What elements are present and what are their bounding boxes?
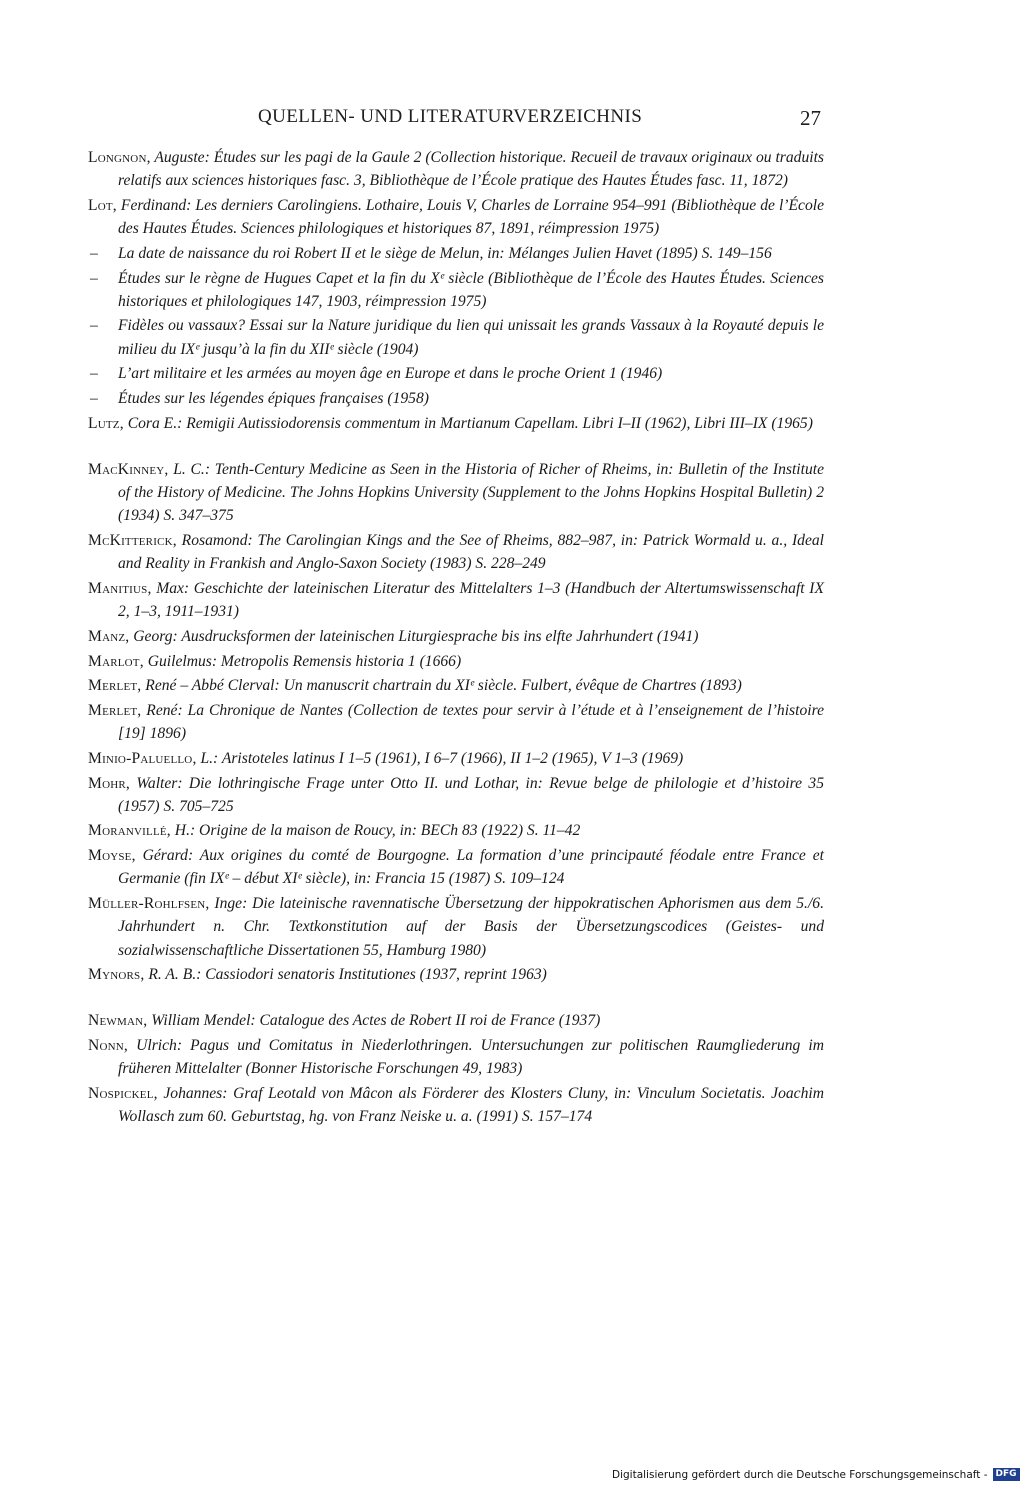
entry-author: Minio-Paluello, — [88, 749, 197, 767]
entry-text: Études sur le règne de Hugues Capet et la fin du Xᵉ siècle (Bibliothèque de l’École des Hautes Études. Sciences historiques et philologiques 147, 1903, réimpression 1975) — [118, 269, 824, 310]
bibliography-entry — [88, 529, 824, 575]
entry-text: Études sur les légendes épiques françaises (1958) — [118, 390, 429, 408]
entry-text: Ferdinand: Les derniers Carolingiens. Lothaire, Louis V, Charles de Lorraine 954–991 (Bibliothèque de l’École des Hautes Études. Sciences philologiques et historiques 87, 1891, réimpression 1975) — [116, 196, 824, 238]
entry-group — [88, 146, 824, 435]
entry-author: Müller-Rohlfsen, — [88, 895, 210, 913]
bibliography-entry — [88, 362, 824, 385]
entry-text: Gérard: Aux origines du comté de Bourgogne. La formation d’une principauté féodale entre France et Germanie (fin IXᵉ – début XIᵉ siècle), in: Francia 15 (1987) S. 109–124 — [118, 847, 824, 888]
entry-text: Guilelmus: Metropolis Remensis historia 1 (1666) — [143, 652, 462, 670]
entry-author: MacKinney, — [88, 460, 169, 478]
entry-dash: – — [90, 365, 98, 383]
entry-text: Cora E.: Remigii Autissiodorensis commentum in Martianum Capellam. Libri I–II (1962), Libri III–IX (1965) — [123, 414, 813, 432]
entry-text: L’art militaire et les armées au moyen âge en Europe et dans le proche Orient 1 (1946) — [118, 365, 663, 383]
entry-author: Moyse, — [88, 847, 136, 865]
bibliography-list — [88, 146, 824, 1130]
bibliography-entry — [88, 1082, 824, 1128]
entry-text: René – Abbé Clerval: Un manuscrit chartrain du XIᵉ siècle. Fulbert, évêque de Chartres (1893) — [141, 677, 742, 695]
bibliography-entry — [88, 194, 824, 240]
entry-author: Newman, — [88, 1012, 148, 1030]
bibliography-entry — [88, 892, 824, 962]
entry-text: Ulrich: Pagus und Comitatus in Niederlothringen. Untersuchungen zur politischen Raumgliederung im früheren Mittelalter (Bonner Historische Forschungen 49, 1983) — [118, 1037, 824, 1078]
page-number: 27 — [800, 106, 821, 130]
entry-author: McKitterick, — [88, 532, 177, 550]
entry-author: Moranvillé, — [88, 822, 171, 840]
entry-text: Georg: Ausdrucksformen der lateinischen Liturgiesprache bis ins elfte Jahrhundert (1941) — [129, 627, 699, 645]
bibliography-entry — [88, 1034, 824, 1080]
bibliography-entry — [88, 267, 824, 313]
entry-author: Lutz, — [88, 414, 124, 432]
entry-dash: – — [90, 317, 98, 335]
credit-text: Digitalisierung gefördert durch die Deutsche Forschungsgemeinschaft - — [612, 1468, 988, 1481]
entry-group — [88, 1009, 824, 1128]
entry-author: Merlet, — [88, 701, 142, 719]
bibliography-entry — [88, 844, 824, 890]
entry-text: Max: Geschichte der lateinischen Literatur des Mittelalters 1–3 (Handbuch der Altertumswissenschaft IX 2, 1–3, 1911–1931) — [118, 579, 824, 621]
entry-text: William Mendel: Catalogue des Actes de Robert II roi de France (1937) — [147, 1012, 601, 1030]
entry-text: L. C.: Tenth-Century Medicine as Seen in the Historia of Richer of Rheims, in: Bulletin of the Institute of the History of Medicine. The Johns Hopkins University (Supplement to the Johns Hopkins Hospital Bulletin) 2 (1934) S. 347–375 — [118, 460, 824, 525]
entry-text: René: La Chronique de Nantes (Collection de textes pour servir à l’étude et à l’enseignement de l’histoire [19] 1896) — [118, 701, 824, 743]
entry-text: Walter: Die lothringische Frage unter Otto II. und Lothar, in: Revue belge de philologie et d’histoire 35 (1957) S. 705–725 — [118, 774, 824, 815]
bibliography-entry — [88, 963, 824, 986]
entry-group — [88, 458, 824, 986]
entry-text: Inge: Die lateinische ravennatische Übersetzung der hippokratischen Aphorismen aus dem 5./6. Jahrhundert n. Chr. Textkonstitution auf der Basis der Übersetzungscodices (Geistes- und sozialwissenschaftliche Dissertationen 55, Hamburg 1980) — [118, 895, 824, 959]
entry-text: Fidèles ou vassaux? Essai sur la Nature juridique du lien qui unissait les grands Vassaux à la Royauté depuis le milieu du IXᵉ jusqu’à la fin du XIIᵉ siècle (1904) — [118, 317, 824, 358]
entry-author: Nonn, — [88, 1037, 128, 1055]
bibliography-entry — [88, 650, 824, 673]
bibliography-entry — [88, 699, 824, 745]
running-title: QUELLEN- UND LITERATURVERZEICHNIS — [258, 106, 643, 127]
entry-text: Rosamond: The Carolingian Kings and the See of Rheims, 882–987, in: Patrick Wormald u. a., Ideal and Reality in Frankish and Anglo-Saxon Society (1983) S. 228–249 — [118, 532, 824, 573]
entry-text: Johannes: Graf Leotald von Mâcon als Förderer des Klosters Cluny, in: Vinculum Societatis. Joachim Wollasch zum 60. Geburtstag, hg. von Franz Neiske u. a. (1991) S. 157–174 — [118, 1085, 824, 1126]
bibliography-entry — [88, 387, 824, 410]
entry-text: R. A. B.: Cassiodori senatoris Institutiones (1937, reprint 1963) — [144, 966, 547, 984]
entry-author: Mynors, — [88, 966, 145, 984]
bibliography-entry — [88, 412, 824, 435]
entry-author: Merlet, — [88, 677, 142, 695]
dfg-logo: DFG — [993, 1468, 1020, 1481]
bibliography-entry — [88, 625, 824, 648]
entry-dash: – — [90, 244, 98, 262]
entry-author: Lot, — [88, 196, 117, 214]
bibliography-entry — [88, 577, 824, 623]
bibliography-entry — [88, 146, 824, 192]
entry-author: Manz, — [88, 627, 130, 645]
digitization-credit — [612, 1468, 1020, 1481]
bibliography-entry — [88, 772, 824, 818]
bibliography-entry — [88, 314, 824, 360]
entry-author: Manitius, — [88, 579, 152, 597]
entry-author: Marlot, — [88, 652, 144, 670]
entry-text: L.: Aristoteles latinus I 1–5 (1961), I 6–7 (1966), II 1–2 (1965), V 1–3 (1969) — [196, 749, 684, 767]
entry-author: Nospickel, — [88, 1085, 158, 1103]
bibliography-entry — [88, 1009, 824, 1032]
entry-author: Longnon, — [88, 149, 151, 166]
entry-text: Auguste: Études sur les pagi de la Gaule 2 (Collection historique. Recueil de travaux originaux ou traduits relatifs aux sciences historiques fasc. 3, Bibliothèque de l’École pratique des Hautes Études fasc. 11, 1872) — [118, 149, 824, 190]
bibliography-entry — [88, 242, 824, 265]
entry-dash: – — [90, 390, 98, 408]
bibliography-entry — [88, 747, 824, 770]
bibliography-entry — [88, 458, 824, 528]
entry-text: H.: Origine de la maison de Roucy, in: BECh 83 (1922) S. 11–42 — [170, 822, 581, 840]
bibliography-entry — [88, 819, 824, 842]
bibliography-entry — [88, 674, 824, 697]
entry-author: Mohr, — [88, 774, 130, 792]
entry-dash: – — [90, 269, 98, 287]
entry-text: La date de naissance du roi Robert II et le siège de Melun, in: Mélanges Julien Havet (1895) S. 149–156 — [118, 244, 772, 262]
